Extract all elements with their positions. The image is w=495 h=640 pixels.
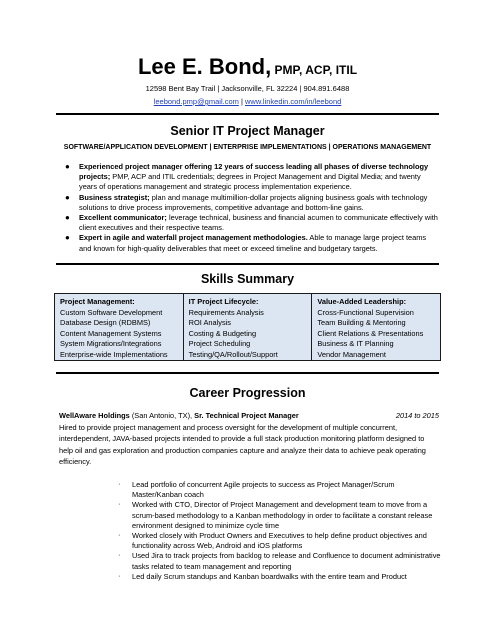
job-heading bbox=[59, 411, 439, 421]
skills-title: Skills Summary bbox=[200, 272, 295, 286]
skill-item: Content Management Systems bbox=[60, 328, 162, 338]
duty-item: · Worked with CTO, Director of Project Management and development team to move from a scrum-based methodology to a Kanban methodology in order to facilitate a constant release environment designed to minimize cycle time bbox=[118, 499, 433, 530]
bullet-icon: · bbox=[118, 479, 121, 488]
summary-item: ● Excellent communicator; leverage technical, business and financial acumen to communicate effectively with client executives and their respective teams. bbox=[65, 213, 438, 233]
skill-item: Team Building & Mentoring bbox=[317, 318, 406, 328]
skill-item: ROI Analysis bbox=[188, 318, 231, 328]
skill-item: Database Design (RDBMS) bbox=[60, 318, 151, 328]
skill-item: Enterprise-wide Implementations bbox=[60, 349, 168, 359]
skills-table bbox=[54, 293, 441, 361]
resume-header bbox=[0, 0, 495, 107]
skills-column bbox=[55, 294, 183, 360]
skills-heading: Project Management: bbox=[60, 297, 135, 306]
summary-item: ● Experienced project manager offering 12 years of success leading all phases of diverse technology projects; PMP, ACP and ITIL credentials; degrees in Project Management and Digital Media; and twenty years of operations management and strategic process implementation experience. bbox=[65, 162, 429, 192]
summary-list bbox=[62, 162, 440, 254]
bullet-icon: ● bbox=[65, 162, 70, 171]
duty-item: · Led daily Scrum standups and Kanban boardwalks with the entire team and Product bbox=[118, 570, 407, 581]
summary-item: ● Business strategist; plan and manage multimillion-dollar projects aligning business goals with technology solutions to drive process improvements, competitive advantage and bottom-line gains. bbox=[65, 192, 428, 212]
linkedin-link[interactable]: www.linkedin.com/in/leebond bbox=[244, 97, 342, 106]
bullet-icon: · bbox=[118, 499, 121, 509]
name-line bbox=[0, 0, 495, 81]
duty-item: · Worked closely with Product Owners and Executives to help define product objectives and functionality across Web, Android and iOS platforms bbox=[118, 530, 427, 551]
skill-item: Cross-Functional Supervision bbox=[317, 307, 414, 317]
summary-title: Senior IT Project Manager bbox=[170, 124, 325, 138]
skill-item: Custom Software Development bbox=[60, 307, 163, 317]
skill-item: Requirements Analysis bbox=[188, 307, 264, 317]
skill-item: Client Relations & Presentations bbox=[317, 328, 424, 338]
duty-item: · Lead portfolio of concurrent Agile projects to success as Project Manager/Scrum Master/Kanban coach bbox=[118, 479, 395, 500]
skill-item: Costing & Budgeting bbox=[188, 328, 257, 338]
skills-heading: Value-Added Leadership: bbox=[317, 297, 407, 306]
duties-list bbox=[118, 480, 441, 582]
bullet-icon: ● bbox=[65, 192, 70, 202]
skills-heading: IT Project Lifecycle: bbox=[188, 297, 259, 306]
skill-item: Project Scheduling bbox=[188, 339, 251, 349]
link-separator: | bbox=[238, 97, 245, 106]
company-name: WellAware Holdings bbox=[59, 411, 130, 420]
career-title: Career Progression bbox=[189, 386, 306, 400]
skills-column bbox=[183, 294, 312, 360]
skill-item: Testing/QA/Rollout/Support bbox=[188, 349, 278, 359]
summary-subtitle: SOFTWARE/APPLICATION DEVELOPMENT | ENTERPRISE IMPLEMENTATIONS | OPERATIONS MANAGEMENT bbox=[63, 144, 432, 151]
skills-column bbox=[311, 294, 440, 360]
skill-item: System Migrations/Integrations bbox=[60, 339, 162, 349]
contact-links bbox=[0, 97, 495, 107]
contact-address: 12598 Bent Bay Trail | Jacksonville, FL 32224 | 904.891.6488 bbox=[145, 84, 350, 93]
email-link[interactable]: leebond.pmp@gmail.com bbox=[153, 97, 239, 106]
job-role: Sr. Technical Project Manager bbox=[194, 411, 299, 420]
skill-item: Business & IT Planning bbox=[317, 339, 394, 349]
bullet-icon: · bbox=[118, 550, 121, 560]
skill-item: Vendor Management bbox=[317, 349, 386, 359]
divider bbox=[56, 113, 439, 115]
candidate-name: Lee E. Bond, bbox=[137, 54, 272, 79]
bullet-icon: ● bbox=[65, 213, 70, 223]
bullet-icon: ● bbox=[65, 233, 70, 243]
job-location: (San Antonio, TX), bbox=[129, 411, 195, 420]
duty-item: · Used Jira to track projects from backlog to release and Confluence to document administrative tasks related to team management and reporting bbox=[118, 550, 441, 571]
job-dates: 2014 to 2015 bbox=[395, 411, 439, 420]
bullet-icon: · bbox=[118, 570, 121, 580]
divider bbox=[56, 263, 439, 265]
divider bbox=[56, 372, 439, 374]
summary-item: ● Expert in agile and waterfall project management methodologies. Able to manage large project teams and known for high-quality deliverables that meet or exceed timeline and budgetary targets. bbox=[65, 233, 427, 253]
candidate-credentials: PMP, ACP, ITIL bbox=[271, 63, 358, 77]
bullet-icon: · bbox=[118, 530, 121, 540]
job-description: Hired to provide project management and process oversight for the development of multiple concurrent, interdependent, JAVA-based projects intended to provide a full stack production monitoring platform designed to help oil and gas exploration and production companies capture and analyze their data to achieve peak operating efficiency. bbox=[59, 423, 426, 467]
